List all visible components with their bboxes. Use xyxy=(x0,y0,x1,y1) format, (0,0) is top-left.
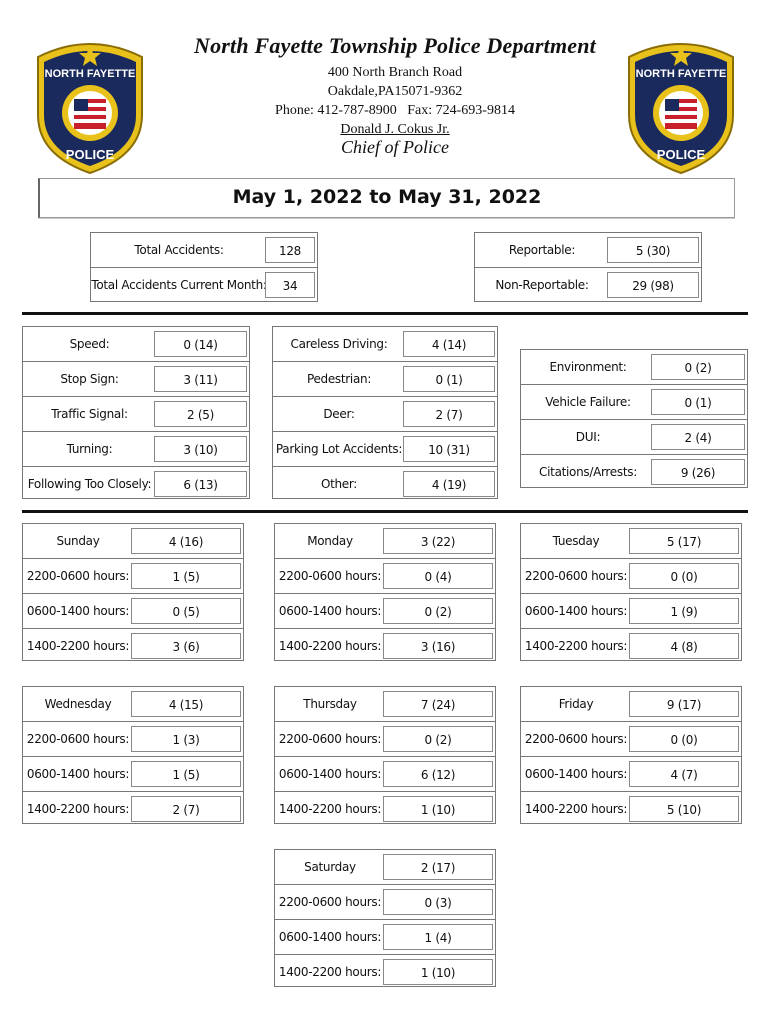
day-total: 5 (17) xyxy=(629,528,739,554)
current-month-value: 34 xyxy=(265,272,315,298)
shift-label: 2200-0600 hours: xyxy=(524,732,628,746)
cause-label: Careless Driving: xyxy=(290,337,388,351)
shift-value: 0 (3) xyxy=(383,889,493,915)
day-table-saturday xyxy=(274,849,496,987)
chief-title: Chief of Police xyxy=(341,137,449,157)
day-table-friday xyxy=(520,686,742,824)
day-total: 7 (24) xyxy=(383,691,493,717)
shift-label: 0600-1400 hours: xyxy=(524,767,628,781)
cause-label: Citations/Arrests: xyxy=(539,465,637,479)
total-accidents-label: Total Accidents: xyxy=(134,243,224,257)
day-name: Sunday xyxy=(56,534,100,548)
non-reportable-label: Non-Reportable: xyxy=(495,278,589,292)
causes-right-table xyxy=(520,349,748,488)
chief-name: Donald J. Cokus Jr. xyxy=(340,122,450,137)
summary-totals xyxy=(90,232,318,302)
shift-label: 2200-0600 hours: xyxy=(524,569,628,583)
day-table-tuesday xyxy=(520,523,742,661)
shift-value: 6 (12) xyxy=(383,761,493,787)
badge-top-text: NORTH FAYETTE xyxy=(635,68,727,80)
cause-value: 0 (14) xyxy=(154,331,247,357)
cause-label: Other: xyxy=(320,477,358,491)
day-name: Wednesday xyxy=(44,697,112,711)
cause-label: Speed: xyxy=(69,337,110,351)
shift-value: 4 (7) xyxy=(629,761,739,787)
address-line-2: Oakdale,PA15071-9362 xyxy=(327,84,463,99)
reportable-value: 5 (30) xyxy=(607,237,699,263)
phone-fax: Phone: 412-787-8900 Fax: 724-693-9814 xyxy=(275,103,515,118)
non-reportable-value: 29 (98) xyxy=(607,272,699,298)
shift-label: 1400-2200 hours: xyxy=(524,639,628,653)
cause-value: 2 (5) xyxy=(154,401,247,427)
shift-label: 1400-2200 hours: xyxy=(26,639,130,653)
day-total: 4 (15) xyxy=(131,691,241,717)
shift-value: 0 (0) xyxy=(629,563,739,589)
shift-label: 2200-0600 hours: xyxy=(278,569,382,583)
causes-left-table xyxy=(22,326,250,499)
day-table-monday xyxy=(274,523,496,661)
shift-value: 1 (5) xyxy=(131,563,241,589)
cause-value: 6 (13) xyxy=(154,471,247,497)
department-name: North Fayette Township Police Department xyxy=(194,33,596,58)
cause-label: Pedestrian: xyxy=(306,372,372,386)
shift-value: 0 (0) xyxy=(629,726,739,752)
day-total: 3 (22) xyxy=(383,528,493,554)
shift-label: 0600-1400 hours: xyxy=(26,767,130,781)
day-total: 2 (17) xyxy=(383,854,493,880)
police-badge-left xyxy=(32,37,148,175)
cause-value: 9 (26) xyxy=(651,459,745,485)
day-name: Saturday xyxy=(304,860,356,874)
badge-bottom-text: POLICE xyxy=(656,147,706,162)
address-line-1: 400 North Branch Road xyxy=(327,65,463,80)
shift-value: 5 (10) xyxy=(629,796,739,822)
cause-value: 2 (7) xyxy=(403,401,495,427)
shift-label: 0600-1400 hours: xyxy=(278,930,382,944)
shift-label: 0600-1400 hours: xyxy=(278,604,382,618)
shift-label: 1400-2200 hours: xyxy=(524,802,628,816)
day-total: 4 (16) xyxy=(131,528,241,554)
cause-value: 0 (2) xyxy=(651,354,745,380)
shift-value: 1 (3) xyxy=(131,726,241,752)
reportable-label: Reportable: xyxy=(508,243,576,257)
report-period-box xyxy=(38,178,735,218)
day-total: 9 (17) xyxy=(629,691,739,717)
shift-value: 0 (5) xyxy=(131,598,241,624)
total-accidents-value: 128 xyxy=(265,237,315,263)
summary-reportable xyxy=(474,232,702,302)
shift-label: 2200-0600 hours: xyxy=(278,895,382,909)
shift-value: 0 (2) xyxy=(383,726,493,752)
cause-label: Deer: xyxy=(323,407,355,421)
shift-label: 0600-1400 hours: xyxy=(524,604,628,618)
shift-label: 2200-0600 hours: xyxy=(278,732,382,746)
cause-value: 10 (31) xyxy=(403,436,495,462)
section-divider xyxy=(22,312,748,315)
shift-label: 1400-2200 hours: xyxy=(278,639,382,653)
shift-label: 2200-0600 hours: xyxy=(26,569,130,583)
shift-label: 1400-2200 hours: xyxy=(278,965,382,979)
cause-value: 4 (14) xyxy=(403,331,495,357)
day-table-sunday xyxy=(22,523,244,661)
cause-value: 2 (4) xyxy=(651,424,745,450)
shift-value: 3 (6) xyxy=(131,633,241,659)
shift-value: 1 (10) xyxy=(383,796,493,822)
cause-label: Vehicle Failure: xyxy=(545,395,631,409)
shift-value: 4 (8) xyxy=(629,633,739,659)
day-name: Friday xyxy=(558,697,594,711)
shift-value: 2 (7) xyxy=(131,796,241,822)
cause-label: DUI: xyxy=(575,430,601,444)
day-table-wednesday xyxy=(22,686,244,824)
shift-label: 2200-0600 hours: xyxy=(26,732,130,746)
shift-value: 1 (4) xyxy=(383,924,493,950)
cause-label: Environment: xyxy=(549,360,627,374)
badge-top-text: NORTH FAYETTE xyxy=(44,68,136,80)
day-name: Monday xyxy=(307,534,353,548)
summary-row xyxy=(91,233,317,268)
cause-value: 3 (11) xyxy=(154,366,247,392)
day-name: Tuesday xyxy=(552,534,600,548)
badge-bottom-text: POLICE xyxy=(65,147,115,162)
shift-label: 1400-2200 hours: xyxy=(278,802,382,816)
shift-value: 0 (2) xyxy=(383,598,493,624)
shift-value: 0 (4) xyxy=(383,563,493,589)
cause-value: 4 (19) xyxy=(403,471,495,497)
report-period: May 1, 2022 to May 31, 2022 xyxy=(232,186,542,208)
shift-value: 1 (5) xyxy=(131,761,241,787)
cause-value: 3 (10) xyxy=(154,436,247,462)
shift-label: 0600-1400 hours: xyxy=(278,767,382,781)
cause-value: 0 (1) xyxy=(403,366,495,392)
cause-label: Turning: xyxy=(66,442,113,456)
day-table-thursday xyxy=(274,686,496,824)
shift-value: 3 (16) xyxy=(383,633,493,659)
shift-label: 1400-2200 hours: xyxy=(26,802,130,816)
day-name: Thursday xyxy=(303,697,357,711)
summary-row xyxy=(475,233,701,268)
summary-row xyxy=(91,268,317,303)
shift-value: 1 (9) xyxy=(629,598,739,624)
cause-label: Traffic Signal: xyxy=(51,407,128,421)
section-divider xyxy=(22,510,748,513)
shift-label: 0600-1400 hours: xyxy=(26,604,130,618)
current-month-label: Total Accidents Current Month: xyxy=(91,278,267,292)
cause-value: 0 (1) xyxy=(651,389,745,415)
summary-row xyxy=(475,268,701,303)
cause-label: Following Too Closely: xyxy=(27,477,152,491)
cause-label: Stop Sign: xyxy=(60,372,119,386)
causes-mid-table xyxy=(272,326,498,499)
cause-label: Parking Lot Accidents: xyxy=(275,442,403,456)
police-badge-right xyxy=(623,37,739,175)
shift-value: 1 (10) xyxy=(383,959,493,985)
